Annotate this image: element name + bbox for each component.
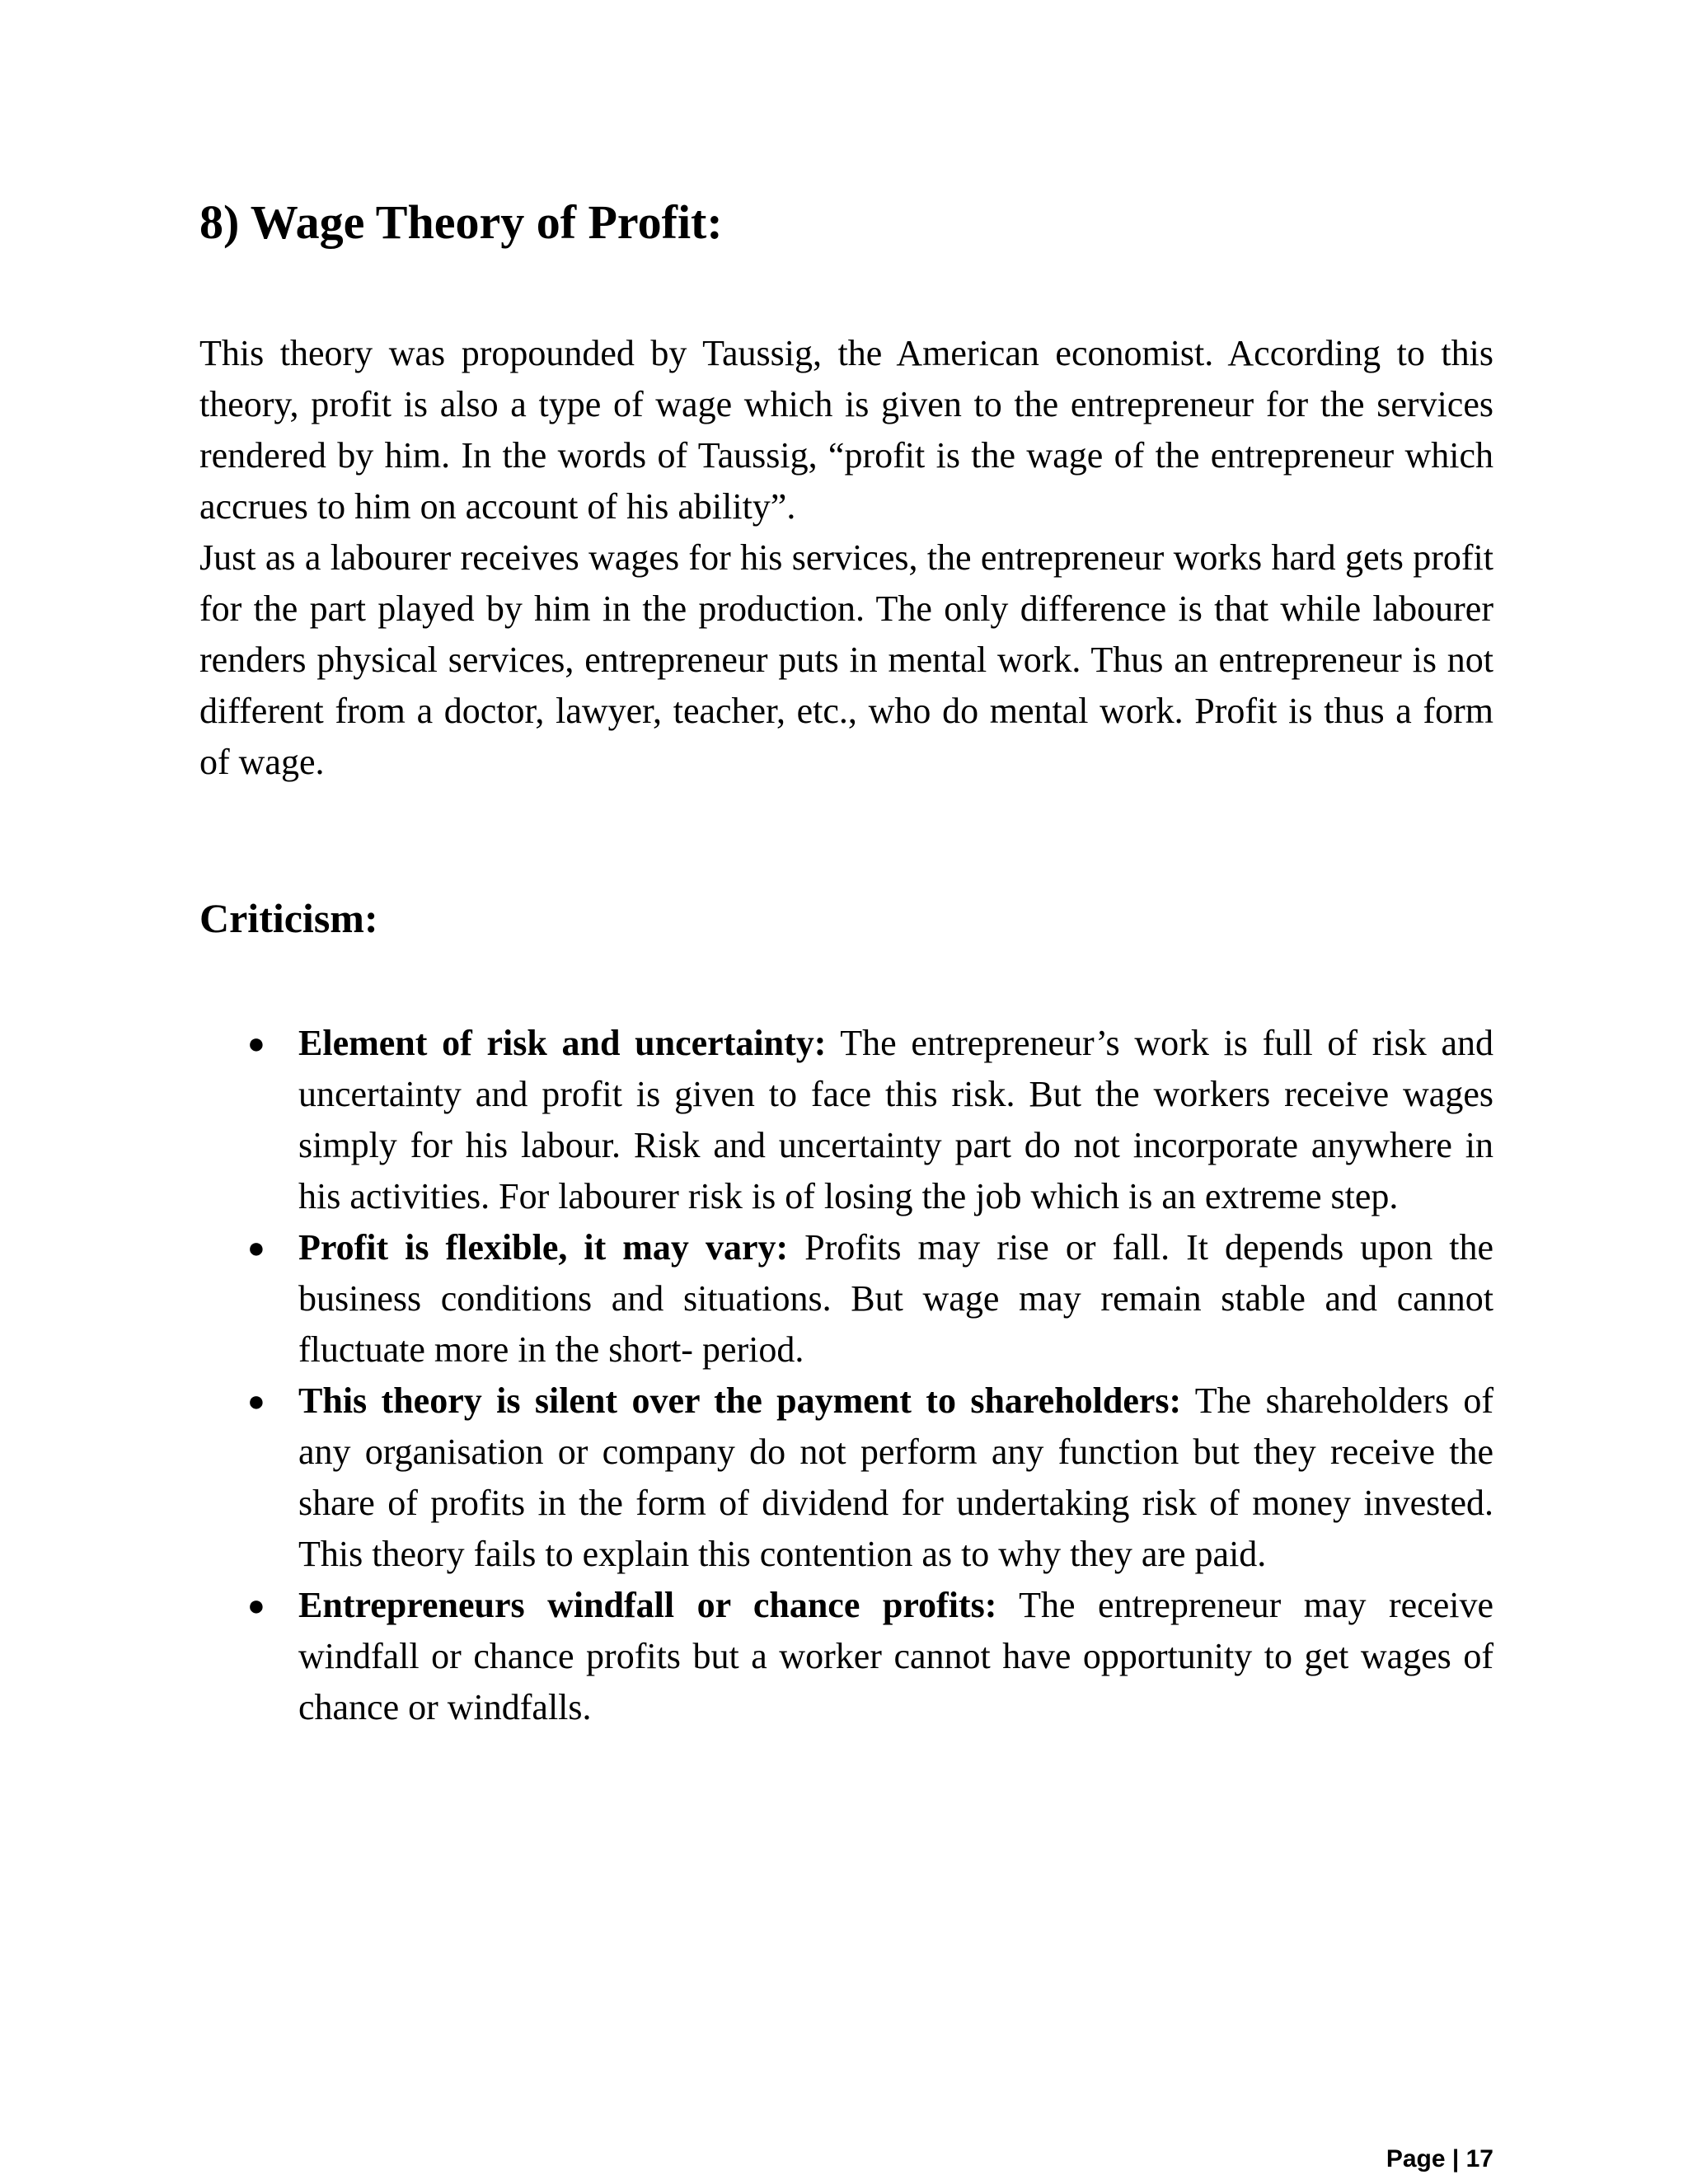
bullet-icon: ● xyxy=(247,1027,265,1060)
criticism-item-text: The entrepreneur may receive windfall or chance profits but a worker cannot have opportunity to get wages of chance or windfalls. xyxy=(298,1585,1493,1727)
criticism-item-risk xyxy=(199,1018,1493,1222)
criticism-list xyxy=(199,1018,1493,1733)
criticism-item-text: The shareholders of any organisation or company do not perform any function but they receive the share of profits in the form of dividend for undertaking risk of money invested. This theory fails to explain this contention as to why they are paid. xyxy=(298,1380,1493,1574)
section-title: 8) Wage Theory of Profit: xyxy=(199,195,723,249)
criticism-item-text: The entrepreneur’s work is full of risk and uncertainty and profit is given to face this risk. But the workers receive wages simply for his labour. Risk and uncertainty part do not incorporate anywhere in his activities. For labourer risk is of losing the job which is an extreme step. xyxy=(298,1023,1494,1216)
bullet-icon: ● xyxy=(247,1589,265,1622)
criticism-heading-label: Criticism xyxy=(199,895,364,941)
criticism-heading-colon: : xyxy=(363,895,378,941)
paragraph-2: Just as a labourer receives wages for his services, the entrepreneur works hard gets profit for the part played by him in the production. The only difference is that while labourer renders physical services, entrepreneur puts in mental work. Thus an entrepreneur is not different from a doctor, lawyer, teacher, etc., who do mental work. Profit is thus a form of wage. xyxy=(199,537,1493,782)
paragraph-1: This theory was propounded by Taussig, the American economist. According to this theory, profit is also a type of wage which is given to the entrepreneur for the services rendered by him. In the words of Taussig, “profit is the wage of the entrepreneur which accrues to him on account of his ability”. xyxy=(199,333,1493,527)
page-number: Page | 17 xyxy=(1386,2145,1493,2172)
criticism-item-title: Profit is flexible, it may vary: xyxy=(298,1227,789,1268)
bullet-icon: ● xyxy=(247,1385,265,1418)
criticism-item-title: Entrepreneurs windfall or chance profits: xyxy=(298,1585,997,1625)
bullet-icon: ● xyxy=(247,1231,265,1264)
criticism-item-title: This theory is silent over the payment to shareholders: xyxy=(298,1380,1182,1421)
criticism-item-windfall xyxy=(199,1580,1493,1733)
criticism-item-text: Profits may rise or fall. It depends upon the business conditions and situations. But wage may remain stable and cannot fluctuate more in the short- period. xyxy=(298,1227,1493,1370)
criticism-item-shareholders xyxy=(199,1376,1493,1580)
criticism-item-flexible-profit xyxy=(199,1222,1493,1376)
criticism-item-title: Element of risk and uncertainty: xyxy=(298,1023,827,1063)
section-body xyxy=(199,328,1493,788)
criticism-heading xyxy=(199,892,859,944)
